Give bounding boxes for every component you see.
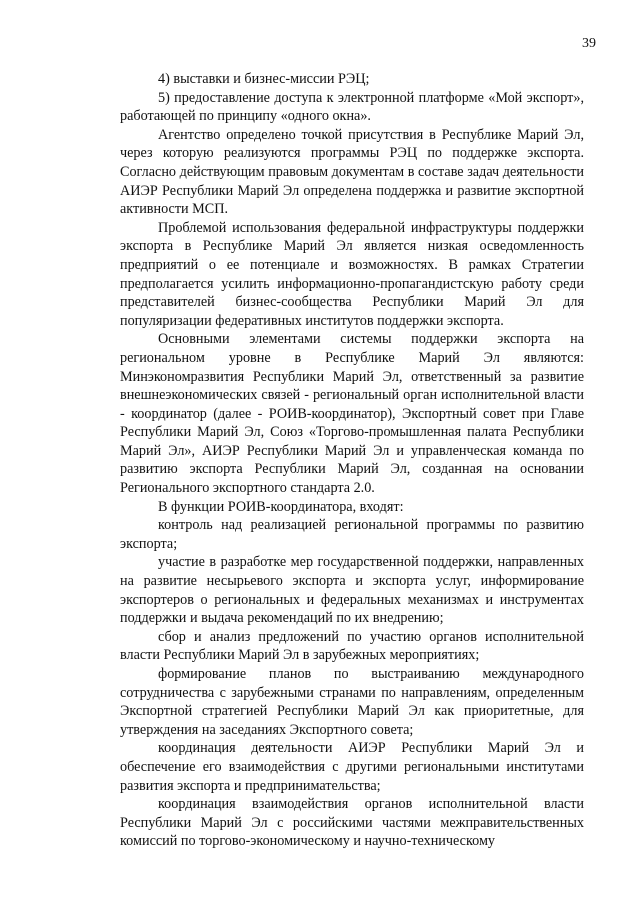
document-body <box>120 70 584 851</box>
page-number: 39 <box>582 36 596 51</box>
paragraph-item-5: 5) предоставление доступа к электронной платформе «Мой экспорт», работающей по принципу «одного окна». <box>120 89 584 125</box>
paragraph-elements: Основными элементами системы поддержки экспорта на региональном уровне в Республике Марий Эл являются: Минэкономразвития Республики Марий Эл, ответственный за развитие внешнеэкономических связей - региональный орган исполнительной власти - координатор (далее - РОИВ-координатор), Экспортный совет при Главе Республики Марий Эл, Союз «Торгово-промышленная палата Республики Марий Эл», АИЭР Республики Марий Эл и управленческая команда по развитию экспорта Республики Марий Эл, созданная на основании Регионального экспортного стандарта 2.0. <box>120 331 584 497</box>
function-control: контроль над реализацией региональной программы по развитию экспорта; <box>120 517 584 552</box>
paragraph-functions-intro: В функции РОИВ-координатора, входят: <box>158 498 404 515</box>
paragraph-problem: Проблемой использования федеральной инфраструктуры поддержки экспорта в Республике Марий Эл является низкая осведомленность предприятий о ее потенциале и возможностях. В рамках Стратегии предполагается усилить информационно-пропагандистскую работу среди представителей бизнес-сообщества Республики Марий Эл для популяризации федеративных институтов поддержки экспорта. <box>120 219 584 329</box>
function-planning: формирование планов по выстраиванию международного сотрудничества с зарубежными странами по направлениям, определенным Экспортной стратегией Республики Марий Эл как приоритетные, для утверждения на заседаниях Экспортного совета; <box>120 666 584 738</box>
function-participation: участие в разработке мер государственной поддержки, направленных на развитие несырьевого экспорта и экспорта услуг, информирование экспортеров о региональных и федеральных механизмах и инструментах поддержки и выдача рекомендаций по их внедрению; <box>120 554 584 627</box>
paragraph-item-4: 4) выставки и бизнес-миссии РЭЦ; <box>158 71 370 87</box>
function-collection: сбор и анализ предложений по участию органов исполнительной власти Республики Марий Эл в зарубежных мероприятиях; <box>120 628 584 664</box>
function-coordination-commissions: координация взаимодействия органов исполнительной власти Республики Марий Эл с российскими частями межправительственных комиссий по торгово-экономическому и научно-техническому <box>120 796 584 850</box>
paragraph-agency: Агентство определено точкой присутствия в Республике Марий Эл, через которую реализуются программы РЭЦ по поддержке экспорта. Согласно действующим правовым документам в составе задач деятельности АИЭР Республики Марий Эл определена поддержка и развитие экспортной активности МСП. <box>120 126 584 218</box>
function-coordination-aier: координация деятельности АИЭР Республики Марий Эл и обеспечение его взаимодействия с другими региональными институтами развития экспорта и предпринимательства; <box>120 740 584 794</box>
